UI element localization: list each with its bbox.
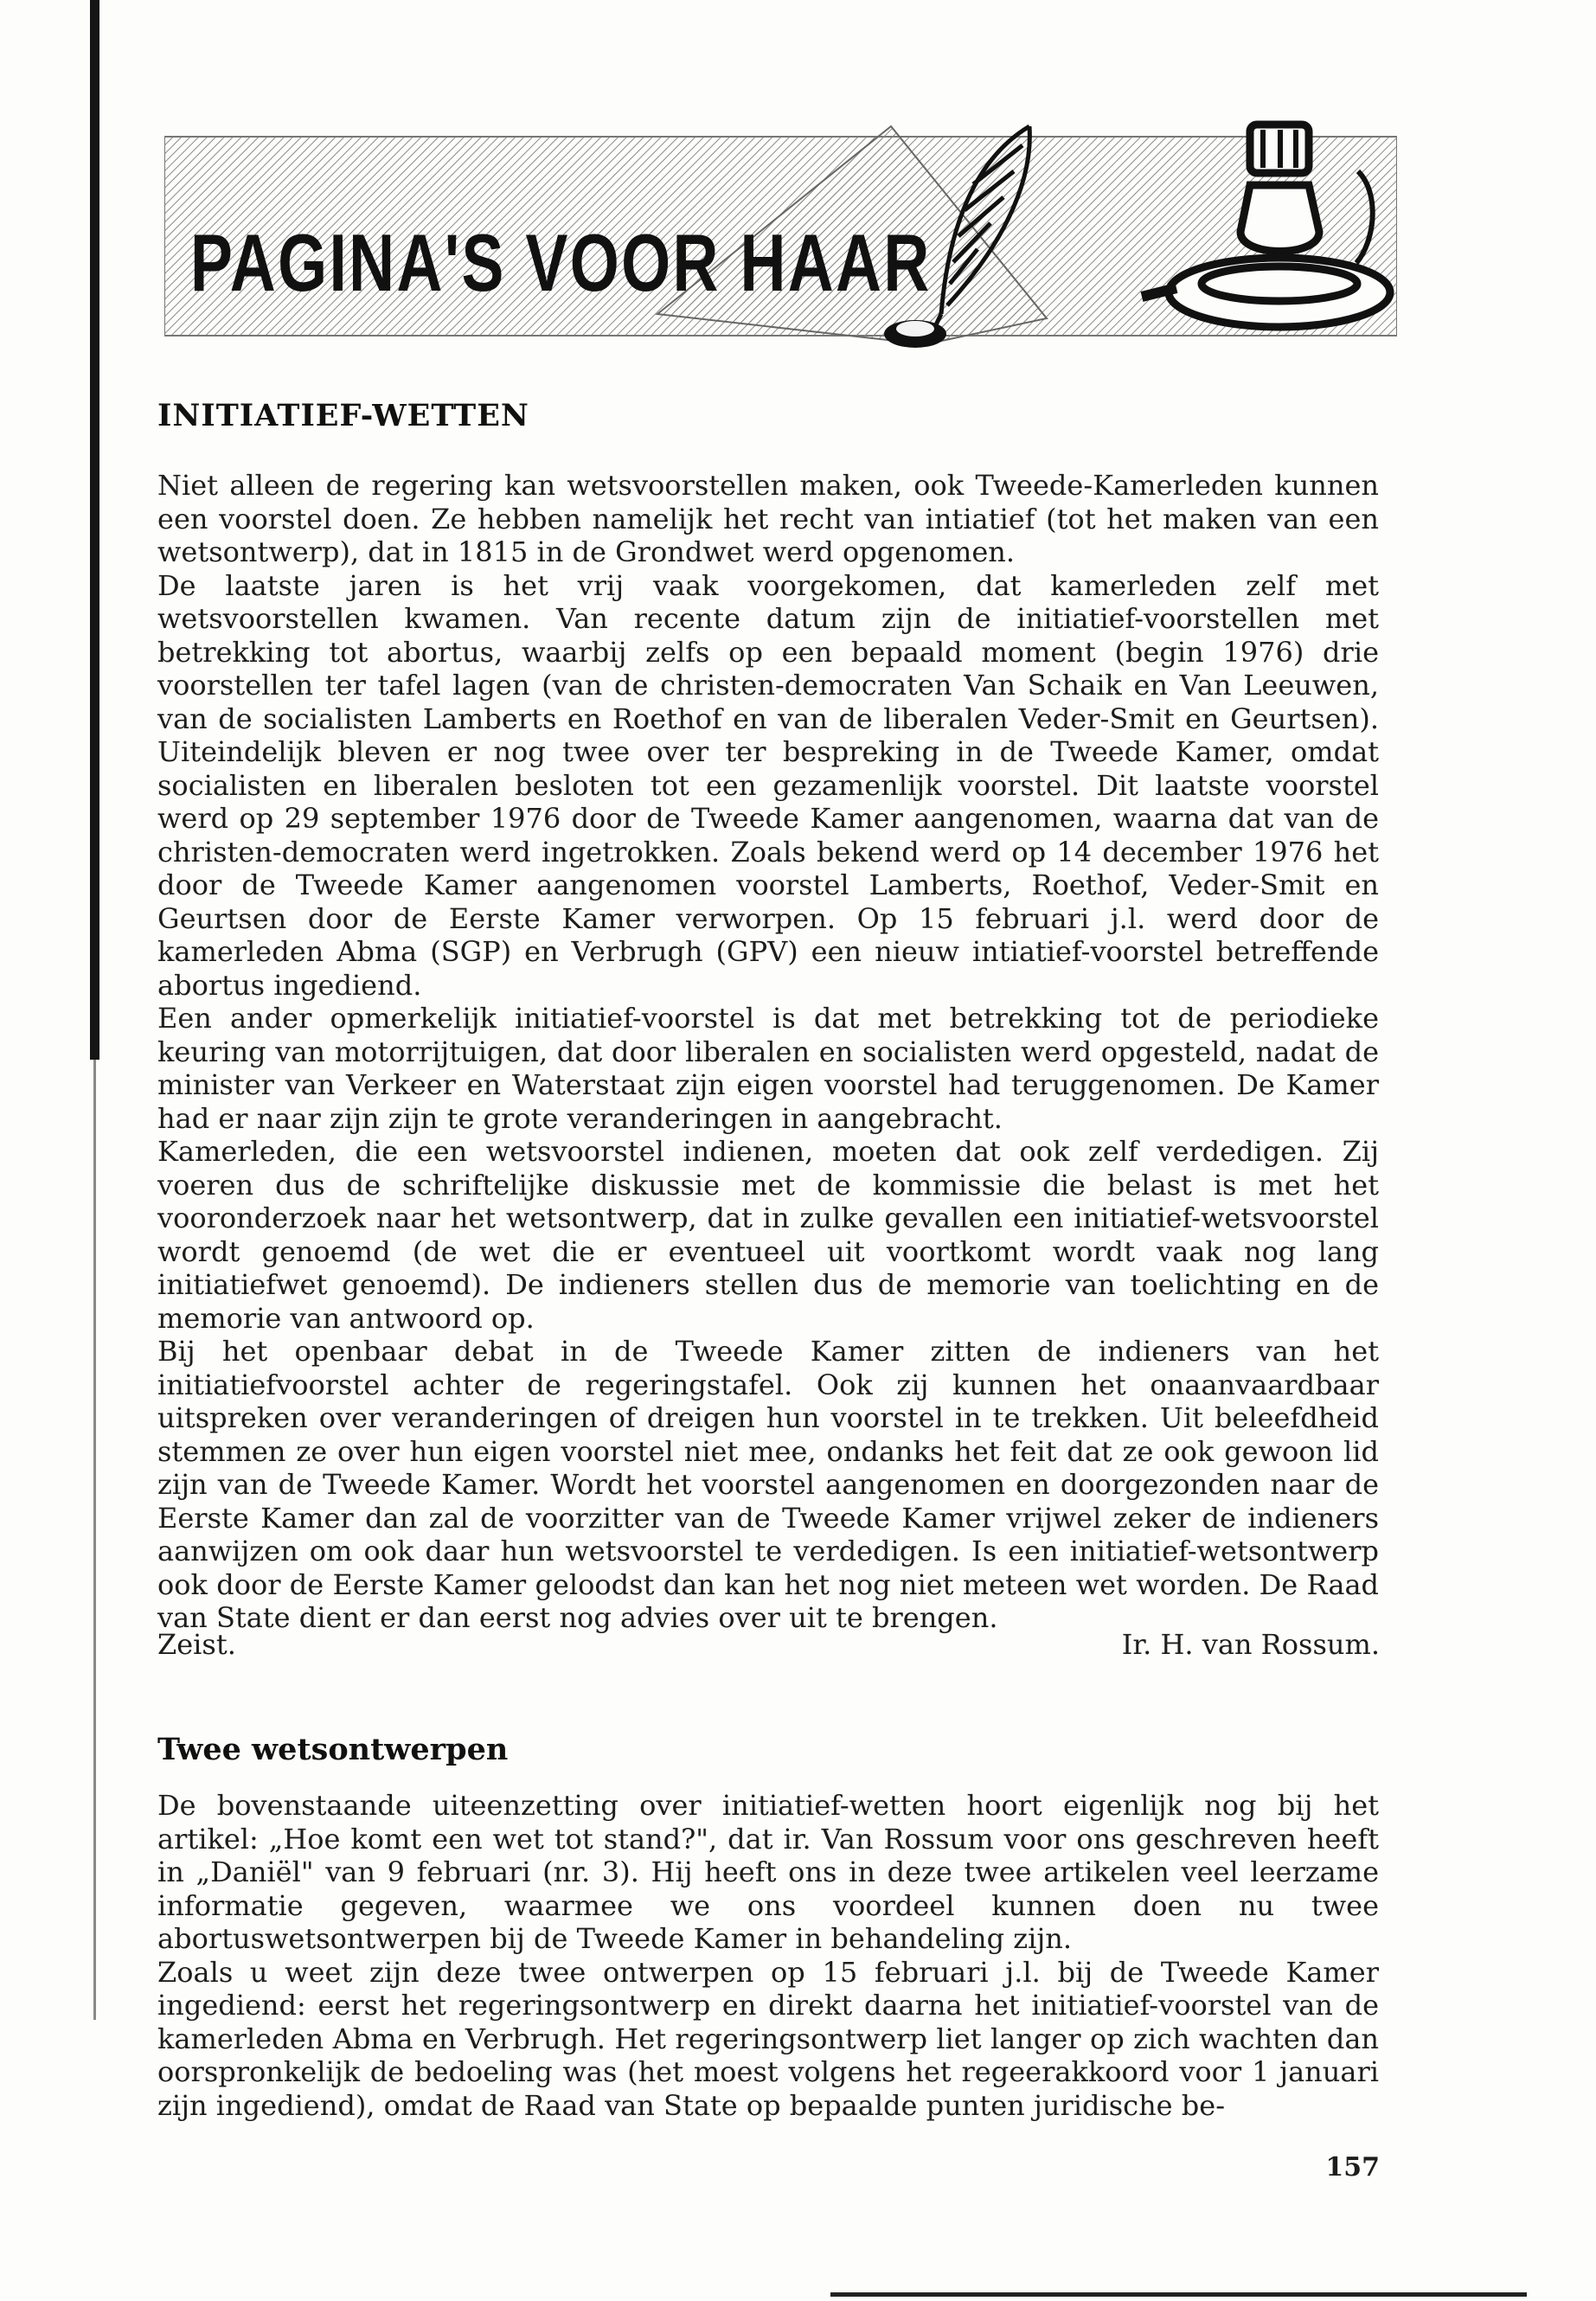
author-signature: Ir. H. van Rossum. — [1121, 1628, 1380, 1661]
article-heading: Twee wetsontwerpen — [157, 1732, 509, 1767]
article-paragraph: Kamerleden, die een wetsvoorstel indienen, moeten dat ook zelf verdedigen. Zij voeren dus de schriftelijke diskussie met de kommissie die belast is met het vooronderzoek naar het wetsontwerp, dat in zulke gevallen een initiatief-wetsvoorstel wordt genoemd (de wet die er eventueel uit voortkomt wordt vaak nog lang initiatiefwet genoemd). De indieners stellen dus de memorie van toelichting en de memorie van antwoord op. — [157, 1135, 1379, 1335]
page-number: 157 — [1325, 2152, 1380, 2182]
article-paragraph: Zoals u weet zijn deze twee ontwerpen op 15 februari j.l. bij de Tweede Kamer ingediend: eerst het regeringsontwerp en direkt daarna het initiatief-voorstel van de kamerleden Abma en Verbrugh. Het regeringsontwerp liet langer op zich wachten dan oorspronkelijk de bedoeling was (het moest volgens het regeerakkoord voor 1 januari zijn ingediend), omdat de Raad van State op bepaalde punten juridische be- — [157, 1955, 1379, 2122]
article-paragraph: De bovenstaande uiteenzetting over initiatief-wetten hoort eigenlijk nog bij het artikel: „Hoe komt een wet tot stand?", dat ir. Van Rossum voor ons geschreven heeft in „Daniël" van 9 februari (nr. 3). Hij heeft ons in deze twee artikelen veel leerzame informatie gegeven, waarmee we ons voordeel kunnen doen nu twee abortuswetsontwerpen bij de Tweede Kamer in behandeling zijn. — [157, 1789, 1379, 1955]
article-heading: INITIATIEF-WETTEN — [157, 398, 529, 433]
left-margin-rule — [90, 0, 99, 1060]
article-paragraph: Bij het openbaar debat in de Tweede Kamer zitten de indieners van het initiatiefvoorstel achter de regeringstafel. Ook zij kunnen het onaanvaardbaar uitspreken over veranderingen of dreigen hun voorstel in te trekken. Uit beleefdheid stemmen ze over hun eigen voorstel niet mee, ondanks het feit dat ze ook gewoon lid zijn van de Tweede Kamer. Wordt het voorstel aangenomen en doorgezonden naar de Eerste Kamer dan zal de voorzitter van de Tweede Kamer vrijwel zeker de indieners aanwijzen om ook daar hun wetsvoorstel te verdedigen. Is een initiatief-wetsontwerp ook door de Eerste Kamer geloodst dan kan het nog niet meteen wet worden. De Raad van State dient er dan eerst nog advies over uit te brengen. — [157, 1335, 1379, 1634]
banner-title: PAGINA'S VOOR HAAR — [190, 217, 932, 308]
bottom-rule — [830, 2292, 1527, 2297]
place-of-writing: Zeist. — [157, 1628, 236, 1661]
section-banner — [164, 111, 1397, 355]
inkwell-icon — [884, 320, 946, 348]
left-margin-rule-lower — [93, 1060, 96, 2020]
article-paragraph: Een ander opmerkelijk initiatief-voorstel is dat met betrekking tot de periodieke keuring van motorrijtuigen, dat door liberalen en socialisten werd opgesteld, nadat de minister van Verkeer en Waterstaat zijn eigen voorstel had teruggenomen. De Kamer had er naar zijn zijn te grote veranderingen in aangebracht. — [157, 1002, 1379, 1135]
article-paragraph: Niet alleen de regering kan wetsvoorstellen maken, ook Tweede-Kamerleden kunnen een voorstel doen. Ze hebben namelijk het recht van intiatief (tot het maken van een wetsontwerp), dat in 1815 in de Grondwet werd opgenomen. — [157, 469, 1379, 568]
article-body — [157, 1789, 1379, 2122]
article-paragraph: De laatste jaren is het vrij vaak voorgekomen, dat kamerleden zelf met wetsvoorstellen kwamen. Van recente datum zijn de initiatief-voorstellen met betrekking tot abortus, waarbij zelfs op een bepaald moment (begin 1976) drie voorstellen ter tafel lagen (van de christen-democraten Van Schaik en Van Leeuwen, van de socialisten Lamberts en Roethof en van de liberalen Veder-Smit en Geurtsen). Uiteindelijk bleven er nog twee over ter bespreking in de Tweede Kamer, omdat socialisten en liberalen besloten tot een gezamenlijk voorstel. Dit laatste voorstel werd op 29 september 1976 door de Tweede Kamer aangenomen, waarna dat van de christen-democraten werd ingetrokken. Zoals bekend werd op 14 december 1976 het door de Tweede Kamer aangenomen voorstel Lamberts, Roethof, Veder-Smit en Geurtsen door de Eerste Kamer verworpen. Op 15 februari j.l. werd door de kamerleden Abma (SGP) en Verbrugh (GPV) een nieuw intiatief-voorstel betreffende abortus ingediend. — [157, 568, 1379, 1002]
article-body — [157, 469, 1379, 1635]
